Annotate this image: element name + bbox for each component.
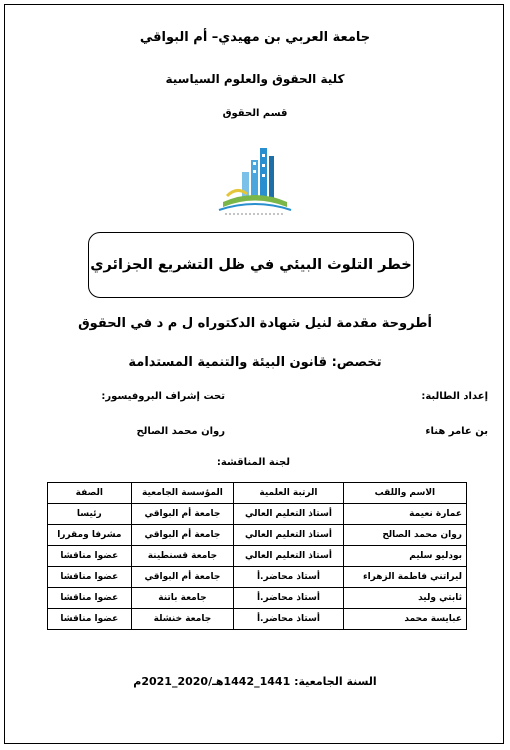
university-name: جامعة العربي بن مهيدي– أم البواقي: [139, 30, 371, 45]
member-institution: جامعة أم البواقي: [131, 504, 234, 525]
supervisor-name: روان محمد الصالح: [136, 426, 225, 437]
academic-year: السنة الجامعية: 1441_1442هـ/2020_2021م: [133, 675, 377, 688]
member-role: عضوا مناقشا: [48, 567, 132, 588]
specialization: تخصص: قانون البيئة والتنمية المستدامة: [128, 355, 382, 370]
member-role: رئيسا: [48, 504, 132, 525]
member-name: عبايسة محمد: [343, 609, 466, 630]
member-role: مشرفا ومقررا: [48, 525, 132, 546]
table-row: [48, 567, 467, 588]
table-row: [48, 546, 467, 567]
member-name: عمارة نعيمة: [343, 504, 466, 525]
table-row: [48, 525, 467, 546]
column-header: الرتبة العلمية: [234, 483, 343, 504]
member-rank: أستاذ محاضر.أ: [234, 588, 343, 609]
prepared-by-label: إعداد الطالبة:: [421, 391, 488, 402]
table-header-row: [48, 483, 467, 504]
member-institution: جامعة قسنطينة: [131, 546, 234, 567]
member-rank: أستاذ محاضر.أ: [234, 567, 343, 588]
thesis-title: خطر التلوث البيئي في ظل التشريع الجزائري: [90, 257, 412, 273]
member-institution: جامعة خنشلة: [131, 609, 234, 630]
member-institution: جامعة أم البواقي: [131, 525, 234, 546]
committee-label: لجنة المناقشة:: [216, 457, 290, 468]
member-rank: أستاذ التعليم العالي: [234, 525, 343, 546]
member-name: ليراتني فاطمة الزهراء: [343, 567, 466, 588]
supervised-by-label: تحت إشراف البروفيسور:: [101, 391, 225, 402]
thesis-title-box: [88, 232, 414, 298]
member-role: عضوا مناقشا: [48, 588, 132, 609]
member-role: عضوا مناقشا: [48, 546, 132, 567]
table-row: [48, 588, 467, 609]
column-header: المؤسسة الجامعية: [131, 483, 234, 504]
faculty-name: كلية الحقوق والعلوم السياسية: [165, 72, 345, 86]
column-header: الاسم واللقب: [343, 483, 466, 504]
column-header: الصفة: [48, 483, 132, 504]
university-logo-icon: [205, 140, 305, 225]
member-institution: جامعة باتنة: [131, 588, 234, 609]
table-row: [48, 504, 467, 525]
member-name: ثابتي وليد: [343, 588, 466, 609]
member-institution: جامعة أم البواقي: [131, 567, 234, 588]
member-name: روان محمد الصالح: [343, 525, 466, 546]
table-row: [48, 609, 467, 630]
thesis-degree-line: أطروحة مقدمة لنيل شهادة الدكتوراه ل م د في الحقوق: [78, 316, 432, 331]
member-rank: أستاذ التعليم العالي: [234, 546, 343, 567]
member-name: بودليو سليم: [343, 546, 466, 567]
member-rank: أستاذ محاضر.أ: [234, 609, 343, 630]
committee-table: [47, 482, 467, 630]
student-name: بن عامر هناء: [425, 426, 488, 437]
member-rank: أستاذ التعليم العالي: [234, 504, 343, 525]
department-name: قسم الحقوق: [222, 108, 288, 119]
member-role: عضوا مناقشا: [48, 609, 132, 630]
